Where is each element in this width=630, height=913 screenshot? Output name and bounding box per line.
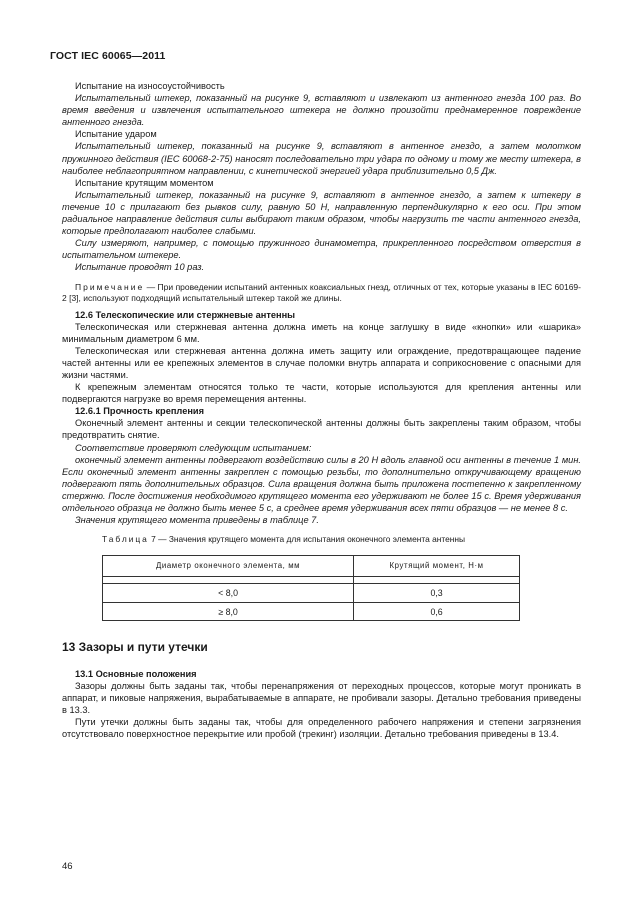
table-header-row (103, 556, 520, 577)
impact-test-body: Испытательный штекер, показанный на рисунке 9, вставляют в антенное гнездо, а затем молотком пружинного действия (IEC 60068-2-75) наносят последовательно три удара по одному и тому же месту штекера, в наиболее неблагоприятном направлении, с кинетической энергией удара приблизительно 0,5 Дж. (62, 141, 581, 176)
table-cell-diameter: ≥ 8,0 (103, 602, 354, 621)
section-12-6-title: 12.6 Телескопические или стержневые антенны (75, 309, 296, 320)
section-12-6-p1: Телескопическая или стержневая антенна должна иметь на конце заглушку в виде «кнопки» или «шарика» минимальным диаметром 6 мм. (62, 321, 581, 344)
table-spacer-row (103, 577, 520, 584)
note-text: — При проведении испытаний антенных коаксиальных гнезд, отличных от тех, которые указаны в IEC 60169-2 [3], используют подходящий испытательный штекер такой же длины. (62, 281, 581, 303)
section-12-6-1-title: 12.6.1 Прочность крепления (75, 406, 205, 417)
table-header-torque: Крутящий момент, Н·м (354, 556, 520, 577)
torque-test-body-3: Испытание проводят 10 раз. (75, 262, 205, 273)
page-content (62, 80, 581, 740)
section-12-6-p3: К крепежным элементам относятся только те части, которые используются для крепления антенны или подвергаются нагрузке во время перемещения антенны. (62, 382, 581, 405)
page-number: 46 (62, 861, 73, 872)
section-12-6-p2: Телескопическая или стержневая антенна должна иметь защиту или ограждение, предотвращающее падение частей антенны или ее крепежных элементов в случае поломки внутрь аппарата и соприкосновение с опасными для жизни частями. (62, 345, 581, 380)
note-label: Примечание (75, 281, 145, 292)
torque-test-title: Испытание крутящим моментом (75, 177, 214, 188)
table-7 (102, 555, 520, 621)
wear-test-title: Испытание на износоустойчивость (75, 81, 225, 91)
table-cell-diameter: < 8,0 (103, 584, 354, 603)
table-row (103, 584, 520, 603)
table-row (103, 602, 520, 621)
table-cell-torque: 0,3 (354, 584, 520, 603)
table-7-caption (102, 534, 540, 545)
table-header-diameter: Диаметр оконечного элемента, мм (103, 556, 354, 577)
section-12-6-1-p1: Оконечный элемент антенны и секции телескопической антенны должны быть закреплены таким образом, чтобы предотвратить снятие. (62, 418, 581, 441)
section-13-title: 13 Зазоры и пути утечки (62, 640, 208, 655)
table-cell-torque: 0,6 (354, 602, 520, 621)
section-12-6-1-p2: Соответствие проверяют следующим испытанием: (75, 442, 312, 453)
section-13-1-p1: Зазоры должны быть заданы так, чтобы перенапряжения от переходных процессов, которые могут проникать в аппарат, и пиковые напряжения, вырабатываемые в аппарате, не пробивали зазоры. Детально требования приведены в 13.3. (62, 680, 581, 715)
note (62, 282, 581, 305)
wear-test-body: Испытательный штекер, показанный на рисунке 9, вставляют и извлекают из антенного гнезда 100 раз. Во время введения и извлечения испытательного штекера не должно произойти преднамеренное повреждение антенного гнезда. (62, 93, 581, 128)
impact-test-title: Испытание ударом (75, 129, 157, 140)
table-7-label: Таблица (102, 534, 149, 545)
table-7-caption-text: 7 — Значения крутящего момента для испытания оконечного элемента антенны (148, 534, 466, 545)
document-header: ГОСТ IEC 60065—2011 (50, 50, 166, 62)
section-13-1-title: 13.1 Основные положения (75, 668, 197, 679)
torque-test-body-2: Силу измеряют, например, с помощью пружинного динамометра, прикрепленного посредством отверстия в испытательном штекере. (62, 238, 581, 261)
torque-test-body-1: Испытательный штекер, показанный на рисунке 9, вставляют в антенное гнездо, а затем к штекеру в течение 10 с прилагают без рывков силу, равную 50 Н, направленную перпендикулярно к его оси. При этом радиальное направление действия силы выбирают таким образом, чтобы нагрузить те части антенного гнезда, которые предполагают наиболее слабыми. (62, 189, 581, 237)
section-12-6-1-p4: Значения крутящего момента приведены в таблице 7. (75, 515, 319, 526)
section-13-1-p2: Пути утечки должны быть заданы так, чтобы для определенного рабочего напряжения и степени загрязнения отсутствовало поверхностное перекрытие или пробой (трекинг) изоляции. Детально требования приведены в 13.4. (62, 716, 581, 740)
section-12-6-1-p3: оконечный элемент антенны подвергают воздействию силы в 20 Н вдоль главной оси антенны в течение 1 мин. Если оконечный элемент антенны закреплен с помощью резьбы, то дополнительно откручивающему вращению подвергают пять дополнительных образцов. Сила вращения должна быть приложена постепенно к закрепленному стержню. После достижения необходимого крутящего момента его удерживают не более 15 с. Время удерживания отдельного образца не должно быть менее 5 с, а среднее время удерживания всех пяти образцов — не менее 8 с. (62, 454, 581, 513)
